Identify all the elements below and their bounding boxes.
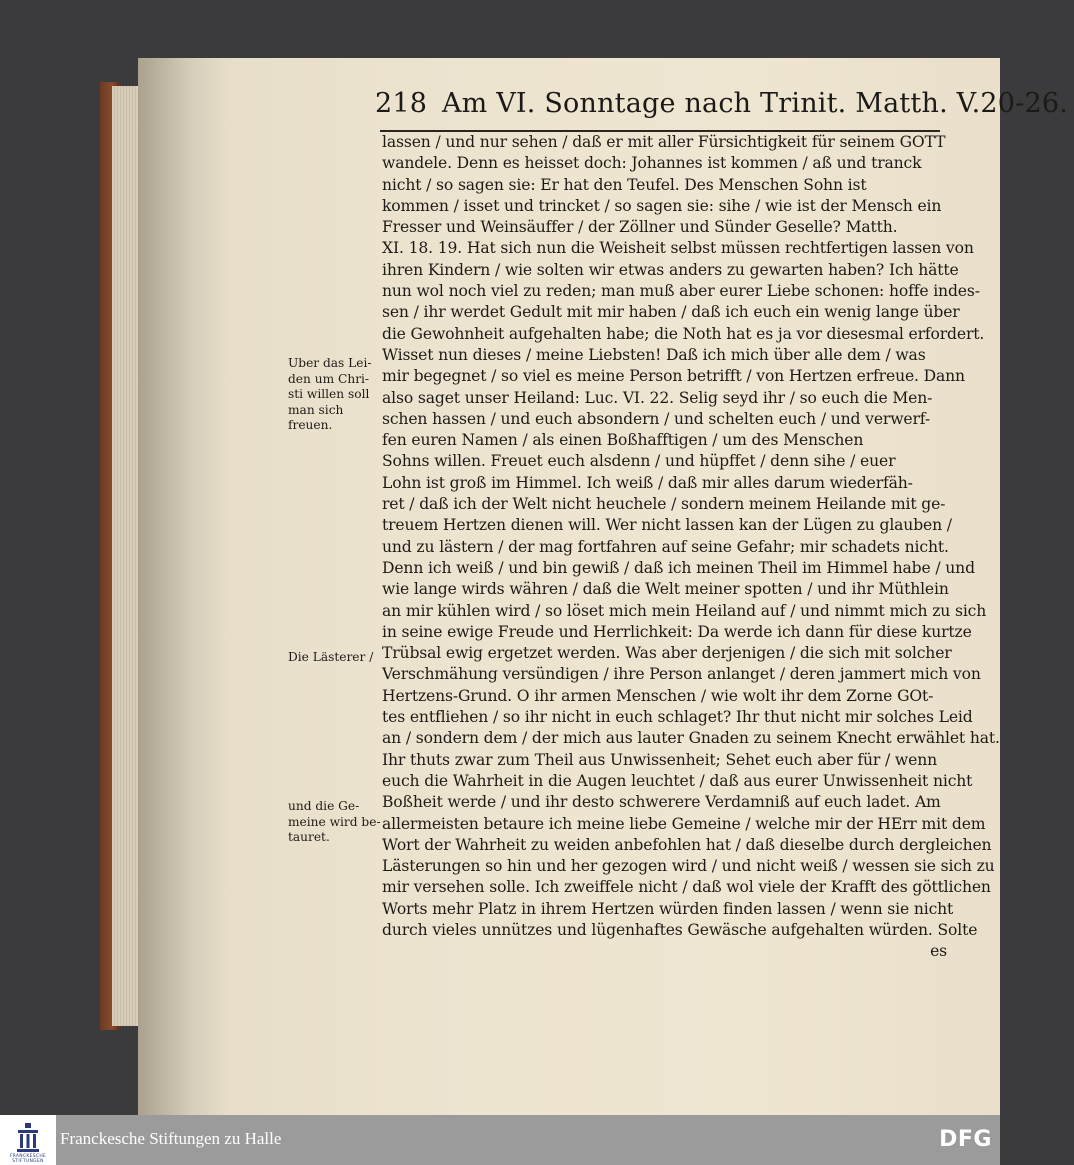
text-line: fen euren Namen / als einen Boßhafftigen / um des Menschen [382, 431, 864, 450]
text-line: ihren Kindern / wie solten wir etwas anders zu gewarten haben? Ich hätte [382, 260, 959, 279]
text-line: nun wol noch viel zu reden; man muß aber eurer Liebe schonen: hoffe indes- [382, 282, 980, 301]
text-line: durch vieles unnützes und lügenhaftes Gewäsche aufgehalten würden. Solte [382, 920, 978, 939]
text-line: Wisset nun dieses / meine Liebsten! Daß ich mich über alle dem / was [382, 345, 926, 364]
marginal-note-line: meine wird be- [288, 814, 381, 829]
running-head-title: Am VI. Sonntage nach Trinit. Matth. V.20-26. [441, 88, 1069, 119]
running-header [375, 88, 1069, 128]
catchword: es [930, 942, 947, 961]
page-number: 218 [375, 88, 428, 119]
marginal-note-slanderers [288, 650, 380, 666]
text-line: Boßheit werde / und ihr desto schwerere Verdamniß auf euch ladet. Am [382, 793, 941, 812]
marginal-note-line: und die Ge- [288, 799, 360, 813]
text-line: schen hassen / und euch absondern / und schelten euch / und verwerf- [382, 409, 930, 428]
text-line: Lohn ist groß im Himmel. Ich weiß / daß mir alles darum wiederfäh- [382, 473, 913, 492]
text-line: an mir kühlen wird / so löset mich mein Heiland auf / und nimmt mich zu sich [382, 601, 987, 620]
text-line: an / sondern dem / der mich aus lauter Gnaden zu seinem Knecht erwählet hat. [382, 729, 1000, 748]
text-line: Verschmähung versündigen / ihre Person anlanget / deren jammert mich von [382, 665, 981, 684]
text-line: tes entfliehen / so ihr nicht in euch schlaget? Ihr thut nicht mir solches Leid [382, 708, 973, 727]
gutter-shadow [138, 58, 228, 1115]
text-line: nicht / so sagen sie: Er hat den Teufel. Des Menschen Sohn ist [382, 175, 867, 194]
text-line: treuem Hertzen dienen will. Wer nicht lassen kan der Lügen zu glauben / [382, 516, 952, 535]
text-line: in seine ewige Freude und Herrlichkeit: Da werde ich dann für diese kurtze [382, 622, 972, 641]
dfg-logo[interactable]: DFG [939, 1127, 992, 1152]
marginal-note-line: sti willen soll [288, 387, 370, 401]
text-line: ret / daß ich der Welt nicht heuchele / sondern meinem Heilande mit ge- [382, 495, 946, 514]
marginal-note-line: Die Lästerer / [288, 650, 374, 664]
text-line: allermeisten betaure ich meine liebe Gemeine / welche mir der HErr mit dem [382, 814, 986, 833]
marginal-note-suffering [288, 356, 380, 434]
text-line: mir versehen solle. Ich zweiffele nicht / daß wol viele der Krafft des göttlichen [382, 878, 991, 897]
text-line: also saget unser Heiland: Luc. VI. 22. Selig seyd ihr / so euch die Men- [382, 388, 933, 407]
marginal-note-line: Uber das Lei- [288, 356, 372, 370]
institution-logo[interactable] [0, 1115, 56, 1165]
footer-bar [0, 1115, 1000, 1165]
text-line: Sohns willen. Freuet euch alsdenn / und hüpffet / denn sihe / euer [382, 452, 896, 471]
text-line: Trübsal ewig ergetzet werden. Was aber derjenigen / die sich mit solcher [382, 644, 952, 663]
text-line: mir begegnet / so viel es meine Person betrifft / von Hertzen erfreue. Dann [382, 367, 965, 386]
foundation-emblem-icon [14, 1121, 42, 1153]
text-line: sen / ihr werdet Gedult mit mir haben / daß ich euch ein wenig lange über [382, 303, 960, 322]
text-line: und zu lästern / der mag fortfahren auf seine Gefahr; mir schadets nicht. [382, 537, 949, 556]
logo-caption: FRANCKESCHE STIFTUNGEN [9, 1154, 47, 1164]
text-line: Worts mehr Platz in ihrem Hertzen würden finden lassen / wenn sie nicht [382, 899, 954, 918]
marginal-note-line: freuen. [288, 418, 333, 432]
text-line: kommen / isset und trincket / so sagen sie: sihe / wie ist der Mensch ein [382, 196, 942, 215]
text-line: euch die Wahrheit in die Augen leuchtet / daß aus eurer Unwissenheit nicht [382, 771, 973, 790]
text-line: Lästerungen so hin und her gezogen wird / und nicht weiß / wessen sie sich zu [382, 857, 995, 876]
marginal-note-line: man sich [288, 402, 344, 417]
text-line: Wort der Wahrheit zu weiden anbefohlen hat / daß dieselbe durch dergleichen [382, 835, 992, 854]
text-line: Fresser und Weinsäuffer / der Zöllner und Sünder Geselle? Matth. [382, 218, 898, 237]
text-line: Hertzens-Grund. O ihr armen Menschen / wie wolt ihr dem Zorne GOt- [382, 686, 934, 705]
text-line: die Gewohnheit aufgehalten habe; die Noth hat es ja vor diesesmal erfordert. [382, 324, 985, 343]
text-line: Denn ich weiß / und bin gewiß / daß ich meinen Theil im Himmel habe / und [382, 558, 975, 577]
text-line: lassen / und nur sehen / daß er mit aller Fürsichtigkeit für seinem GOTT [382, 133, 946, 151]
marginal-note-congregation [288, 799, 380, 846]
text-line: Ihr thuts zwar zum Theil aus Unwissenheit; Sehet euch aber für / wenn [382, 750, 937, 769]
institution-name[interactable]: Franckesche Stiftungen zu Halle [60, 1129, 282, 1148]
body-text [382, 132, 1000, 963]
text-line: wandele. Denn es heisset doch: Johannes ist kommen / aß und tranck [382, 154, 922, 173]
text-line: wie lange wirds währen / daß die Welt meiner spotten / und ihr Müthlein [382, 580, 949, 599]
text-line: XI. 18. 19. Hat sich nun die Weisheit selbst müssen rechtfertigen lassen von [382, 239, 974, 258]
marginal-note-line: tauret. [288, 830, 330, 844]
marginal-note-line: den um Chri- [288, 371, 370, 386]
